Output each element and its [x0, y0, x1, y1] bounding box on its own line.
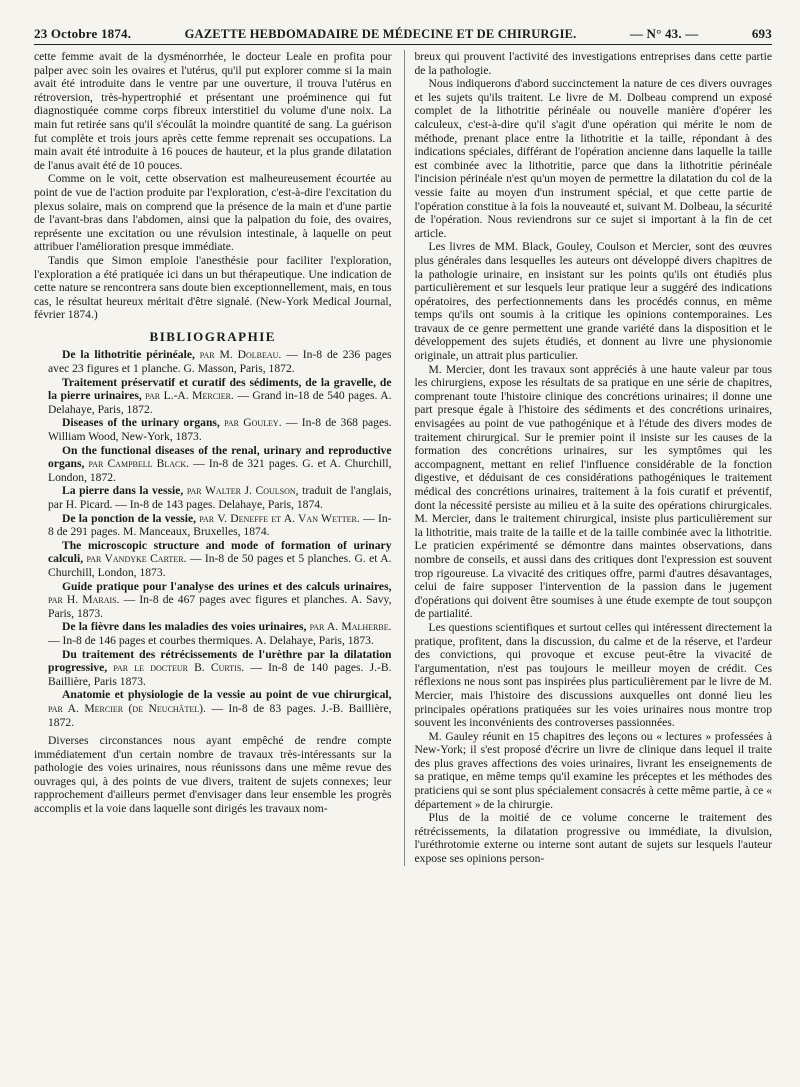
bibliography-entry-details: — In-8 de 321 pages. G. et A. Churchill, London, 1872.	[48, 457, 392, 484]
bibliography-entry-author: par A. Malherbe.	[309, 620, 392, 634]
paragraph: Nous indiquerons d'abord succinctement la nature de ces divers ouvrages et les sujets qu'ils traitent. Le livre de M. Dolbeau comprend un exposé complet de la lithotritie périnéale ou nouvelle manière d'opérer les calculeux, c'est-à-dire qu'il s'agit d'une opération qui mérite le nom de méthode, prenant place entre la lithotritie et la taille, répondant à des indications spéciales, différant de l'opération ancienne dans laquelle la taille est combinée avec la lithotritie, parce que dans la lithotritie périnéale l'incision périnéale n'est qu'un moyen de permettre la dilatation du col de la vessie faite au moyen d'un instrument spécial, et que cette partie de l'opération constitue à la fois la nouveauté et, suivant M. Dolbeau, la sécurité de l'opération. Nous reviendrons sur ce sujet si important à la fin de cet article.	[414, 77, 772, 240]
paragraph: Tandis que Simon emploie l'anesthésie pour faciliter l'exploration, l'exploration a été pratiquée ici dans un but thérapeutique. Une indication de cette nature se rencontrera sans doute bien exceptionnellement, mais, en tous cas, le résultat heureux méritait d'être signalé. (New-York Medical Journal, février 1874.)	[34, 253, 392, 322]
paragraph: M. Mercier, dont les travaux sont appréciés à une haute valeur par tous les chirurgiens, expose les résultats de sa pratique en une série de chapitres, comprenant toute l'histoire clinique des concrétions urinaires; il donne une part presque égale à l'histoire des sédiments et des concrétions urinaires, envisagées au point de vue pathogénique et à l'étude des divers modes de traitement chirurgical. Sur le premier point il insiste sur les causes de la formation des concrétions urinaires, sur les symptômes qui les accompagnent, mettant en relief l'influence considérable de la fonction digestive, et déduisant de ces considérations pathogéniques le traitement médical des concrétions urinaires, traitement à la fois curatif et préventif, dont la nécessité persiste au milieu et à la suite des opérations chirurgicales. M. Mercier, dans le traitement chirurgical, insiste plus particulièrement sur la lithotritie, mais traite de la taille et de la taille combinée avec la lithotritie. Le praticien expérimenté se démontre dans maintes observations, dans nombre de conseils, et aussi dans des critiques dont l'expression est souvent trop rigoureuse. La vivacité des critiques offre, parmi d'autres désavantages, celui de faire supposer l'intervention de la passion dans le jugement d'opérations qui doivent être soumises à une étude exempte de tout soupçon de partialité.	[414, 362, 772, 621]
bibliography-entry	[34, 539, 392, 580]
right-column	[404, 50, 773, 866]
bibliography-entry-author: par M. Dolbeau.	[199, 348, 282, 362]
bibliography-entry-author: par Walter J. Coulson,	[186, 484, 299, 498]
bibliography-entry-title: De la fièvre dans les maladies des voies urinaires,	[62, 620, 307, 634]
bibliography-list	[34, 348, 392, 729]
bibliography-entry-title: La pierre dans la vessie,	[62, 484, 184, 498]
bibliography-entry	[34, 376, 392, 417]
page-header	[34, 26, 772, 45]
paragraph: Les questions scientifiques et surtout celles qui intéressent directement la pratique, profitent, dans la discussion, du calme et de la réserve, et l'ardeur des convictions, qui provoque et excuse peut-être la vivacité de l'argumentation, n'est pas toujours le meilleur moyen de crédit. Ces réflexions ne nous sont pas inspirées plus particulièrement par le livre de M. Mercier, mais l'histoire des discussions auxquelles ont donné lieu les principales opérations pratiquées sur les voies urinaires nous montre trop souvent les inconvénients des controverses passionnées.	[414, 620, 772, 730]
paragraph: Les livres de MM. Black, Gouley, Coulson et Mercier, sont des œuvres plus générales dans lesquelles les auteurs ont développé divers chapitres de la pathologie urinaire, en insistant sur les points qu'ils ont étudiés plus particulièrement et sur lesquels leur pratique leur a suggéré des indications opératoires, des perfectionnements dans les procédés connus, en même temps qu'ils ont soumis à la critique les opinions contemporaines. Les travaux de ce genre permettent une grande variété dans la disposition et le développement des sujets étudiés, et donnent au livre une physionomie originale, un attrait plus particulier.	[414, 240, 772, 363]
header-date: 23 Octobre 1874.	[34, 26, 132, 41]
bibliography-entry-title: Traitement préservatif et curatif des sédiments, de la gravelle, de la pierre urinaires,	[48, 375, 392, 403]
bibliography-entry-author: par Gouley.	[224, 416, 282, 430]
header-issue-number: — N° 43. —	[629, 26, 699, 41]
bibliography-entry	[34, 484, 392, 511]
bibliography-entry	[34, 416, 392, 443]
section-title-bibliographie: BIBLIOGRAPHIE	[149, 328, 276, 344]
bibliography-entry	[34, 512, 392, 539]
bibliography-entry-title: Anatomie et physiologie de la vessie au point de vue chirurgical,	[62, 688, 392, 702]
bibliography-entry	[34, 620, 392, 647]
bibliography-entry	[34, 648, 392, 689]
bibliography-entry-details: — In-8 de 146 pages et courbes thermiques. A. Delahaye, Paris, 1873.	[48, 633, 374, 647]
bibliography-entry-details: — In-8 de 368 pages. William Wood, New-York, 1873.	[48, 416, 392, 444]
paragraph: breux qui prouvent l'activité des investigations entreprises dans cette partie de la pathologie.	[414, 50, 772, 77]
bibliography-entry-details: — In-8 de 236 pages avec 23 figures et 1 planche. G. Masson, Paris, 1872.	[48, 348, 392, 376]
bibliography-entry-details: — In-8 de 83 pages. J.-B. Baillière, 1872.	[48, 701, 392, 729]
bibliography-entry-title: De la ponction de la vessie,	[62, 511, 196, 525]
bibliography-entry	[34, 444, 392, 485]
bibliography-entry-title: Du traitement des rétrécissements de l'urèthre par la dilatation progressive,	[48, 647, 392, 675]
bibliography-entry-details: — In-8 de 291 pages. M. Manceaux, Bruxelles, 1874.	[48, 511, 392, 539]
bibliography-entry	[34, 348, 392, 375]
header-title: GAZETTE HEBDOMADAIRE DE MÉDECINE ET DE CHIRURGIE.	[184, 27, 577, 41]
bibliography-entry-author: par Vandyke Carter.	[86, 552, 187, 566]
paragraph: Diverses circonstances nous ayant empêché de rendre compte immédiatement d'un certain nombre de travaux très-intéressants sur la pathologie des voies urinaires, nous réunissons dans une même revue des ouvrages qui, à des points de vue divers, traitent de sujets connexes; leur rapprochement d'ailleurs permet d'envisager dans leur ensemble les progrès accomplis et la voie dans laquelle sont dirigés les travaux nom-	[34, 734, 392, 816]
bibliography-entry	[34, 580, 392, 621]
bibliography-entry-title: The microscopic structure and mode of formation of urinary calculi,	[48, 538, 392, 566]
bibliography-entry	[34, 688, 392, 729]
header-page-number: 693	[751, 26, 772, 41]
paragraph: Plus de la moitié de ce volume concerne le traitement des rétrécissements, la dilatation progressive ou immédiate, la divulsion, l'uréthrotomie externe ou interne sont autant de sujets sur lesquels l'auteur expose ses opinions person-	[414, 811, 772, 866]
bibliography-entry-title: Diseases of the urinary organs,	[62, 416, 220, 430]
bibliography-entry-title: Guide pratique pour l'analyse des urines et des calculs urinaires,	[62, 579, 392, 593]
bibliography-entry-author: par L.-A. Mercier.	[145, 389, 234, 403]
bibliography-entry-details: — In-8 de 50 pages et 5 planches. G. et A. Churchill, London, 1873.	[48, 552, 392, 579]
bibliography-entry-details: — Grand in-18 de 540 pages. A. Delahaye, Paris, 1872.	[48, 389, 392, 416]
bibliography-entry-author: par le docteur B. Curtis.	[113, 661, 245, 675]
bibliography-entry-title: De la lithotritie périnéale,	[62, 348, 195, 362]
bibliography-entry-title: On the functional diseases of the renal, urinary and reproductive organs,	[48, 443, 392, 471]
left-column	[34, 50, 392, 866]
bibliography-entry-author: par A. Mercier (de Neuchâtel).	[48, 701, 206, 715]
paragraph: cette femme avait de la dysménorrhée, le docteur Leale en profita pour palper avec soin les ovaires et l'utérus, qu'il put explorer comme si la main avait été introduite dans le ventre par une ouverture, il trouva l'utérus en rétroversion, très-hypertrophié et présentant une proéminence qui fut diagnostiquée comme corps fibreux interstitiel du volume d'une noix. La main fut retirée sans qu'il s'écoulât la moindre quantité de sang. La guérison fut complète et trois jours après cette femme reprenait ses occupations. La main avait été introduite à 16 pouces de hauteur, et la plus grande dilatation de l'anus avait été de 10 pouces.	[34, 50, 392, 172]
columns	[34, 50, 772, 866]
bibliography-entry-author: par H. Marais.	[48, 593, 120, 607]
bibliography-entry-details: — In-8 de 140 pages. J.-B. Baillière, Paris 1873.	[48, 661, 392, 688]
bibliography-entry-author: par V. Deneffe et A. Van Wetter.	[199, 511, 360, 525]
bibliography-entry-details: — In-8 de 467 pages avec figures et planches. A. Savy, Paris, 1873.	[48, 593, 392, 620]
paragraph: M. Gauley réunit en 15 chapitres des leçons ou « lectures » professées à New-York; il s'est proposé d'écrire un livre de clinique dans lequel il traite des plus graves affections des voies urinaires, livrant les enseignements de sa pratique, en même temps qu'il examine les préceptes et les méthodes des praticiens qui se sont plus spécialement consacrés à cette même partie, à ce « département » de la chirurgie.	[414, 729, 772, 811]
bibliography-entry-author: par Campbell Black.	[88, 457, 190, 471]
paragraph: Comme on le voit, cette observation est malheureusement écourtée au point de vue de l'action produite par l'exploration, c'est-à-dire l'excitation du plexus solaire, mais on comprend que la présence de la main et d'une partie de l'avant-bras dans l'abdomen, ainsi que la palpation du foie, des ovaires, représente une excitation ou une révulsion intestinale, à laquelle on peut attribuer l'amélioration presque immédiate.	[34, 172, 392, 254]
bibliography-entry-details: traduit de l'anglais, par H. Picard. — In-8 de 143 pages. Delahaye, Paris, 1874.	[48, 484, 392, 511]
